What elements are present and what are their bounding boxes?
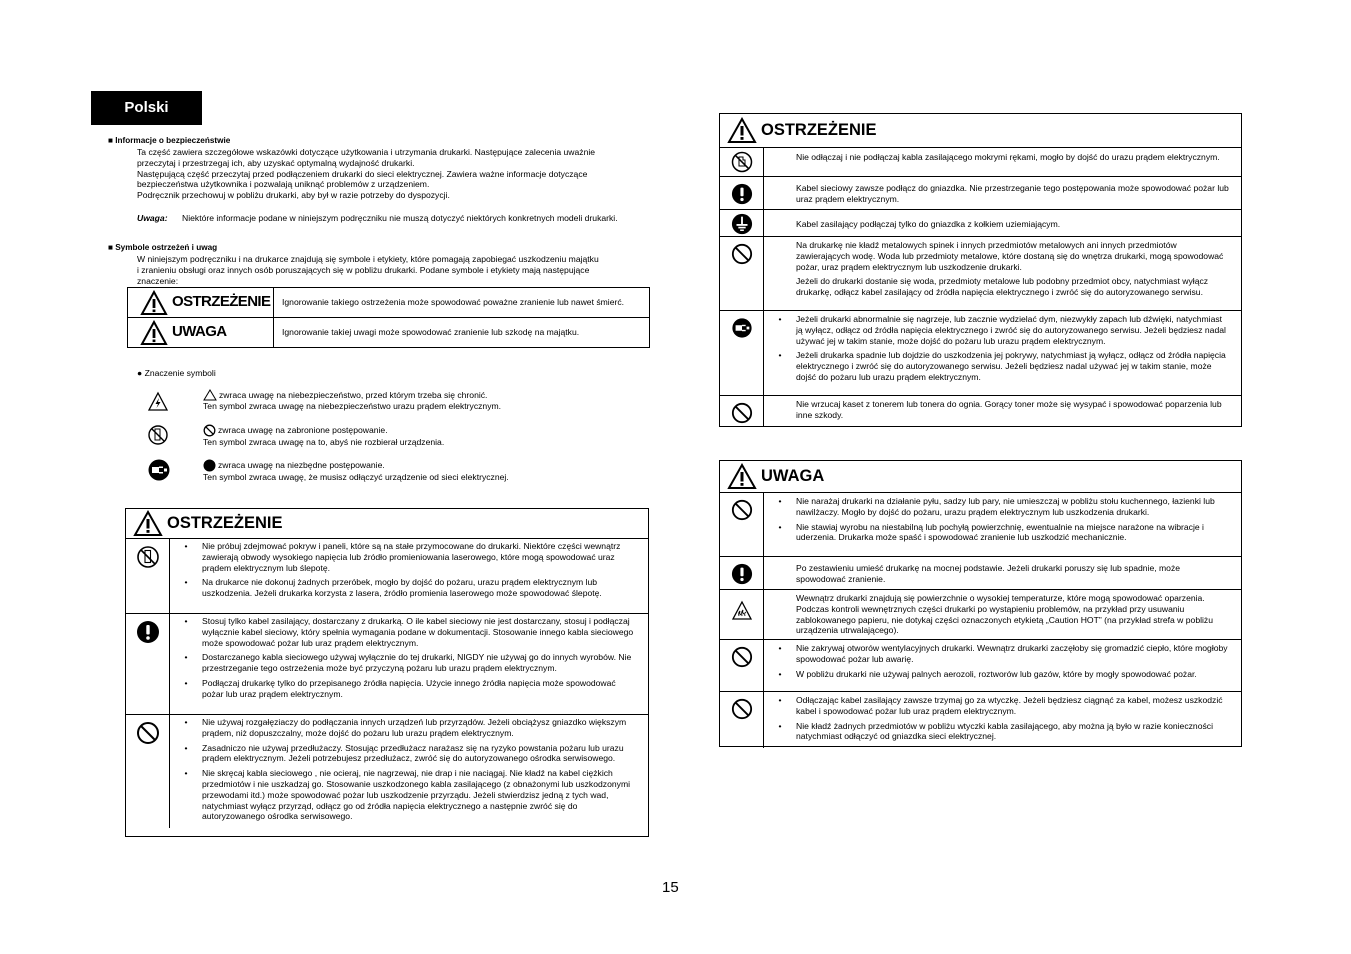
no-disassembly-icon [136, 545, 160, 569]
list-item: • Nie skręcaj kabla sieciowego , nie ocieraj, nie nagrzewaj, nie drap i nie naciągaj. Nie kładź na kabel ciężkich przedmiotów i nie uszkadzaj go. Stosowanie uszkodzonego kabla zasilającego (z obnażonymi lub uszkodzonymi przewodami itd.) może spowodować pożar lub uszkodzenie przyrządu. Jeżeli stwierdzisz jedną z tych wad, natychmiast wyłącz przyrząd, odłącz go od źródła napięcia elektrycznego a następnie zwróć się do autoryzowanego ośrodka serwisowego. [184, 768, 631, 822]
signal-warning-desc: Ignorowanie takiego ostrzeżenia może spowodować poważne zranienie lub nawet śmierć. [274, 288, 650, 318]
warning-row [720, 311, 1241, 396]
list-item: • Jeżeli drukarka spadnie lub dojdzie do uszkodzenia jej pokrywy, natychmiast ją wyłącz, odłącz od źródła napięcia elektrycznego i zwróć się do autoryzowanego serwisu. Jeżeli będziesz nadal używać jej w takim stanie, może dojść do pożaru lub urazu prądem elektrycznym. [778, 350, 1226, 382]
hot-surface-icon [731, 600, 753, 622]
note-label: Uwaga: [137, 213, 168, 223]
warning-row [720, 148, 1241, 177]
list-item: Kabel zasilający podłączaj tylko do gniazdka z kołkiem uziemiającym. [796, 219, 1061, 229]
list-item: Kabel sieciowy zawsze podłącz do gniazdka. Nie przestrzeganie tego postępowania może spowodować pożar lub uraz prądem elektrycznym. [796, 183, 1229, 204]
list-item: • Nie zakrywaj otworów wentylacyjnych drukarki. Wewnątrz drukarki zaczęłoby się gromadzić ciepło, które mogłoby spowodować pożar lub awarię. [778, 643, 1228, 664]
caution-row [720, 590, 1241, 640]
list-item: Na drukarkę nie kładź metalowych spinek i innych przedmiotów metalowych ani innych przedmiotów zawierających wodę. Woda lub przedmioty metalowe, które dostaną się do wnętrza drukarki, mogą spowodować pożar, uraz prądem elektrycznym lub uszkodzenie drukarki. [796, 240, 1224, 272]
signal-caution-cell: UWAGA [128, 318, 274, 348]
warning-row [126, 715, 648, 828]
list-item: • Podłączaj drukarkę tylko do przepisanego źródła napięcia. Użycie innego źródła napięcia może spowodować pożar lub uraz prądem elektrycznym. [184, 677, 616, 699]
language-tab: Polski [91, 91, 202, 125]
prohibited-icon [731, 646, 753, 668]
list-item: • Nie stawiaj wyrobu na niestabilną lub pochyłą powierzchnię, ewentualnie na miejsce narażone na wibracje i uderzenia. Drukarka może spaść i spowodować zranienie lub uszkodzić mechanicznie. [778, 521, 1204, 543]
list-item: • Na drukarce nie dokonuj żadnych przeróbek, mogło by dojść do pożaru, urazu prądem elektrycznym lub uszkodzenia. Jeżeli drukarka korzysta z lasera, źródło promienia laserowego może spowodować ślepotę. [184, 577, 602, 599]
unplug-icon [147, 458, 171, 482]
list-item: • Nie próbuj zdejmować pokryw i paneli, które są na stałe przymocowane do drukarki. Niektóre części wewnątrz zawierają obwody wysokiego napięcia lub źródło promieniowania laserowego, które mogą spowodować uraz prądem elektrycznym lub ślepotę. [184, 541, 621, 573]
warning-triangle-icon [133, 510, 163, 537]
mandatory-icon [731, 563, 753, 585]
warning-box-header: OSTRZEŻENIE [720, 114, 1241, 148]
warning-row [126, 614, 648, 715]
signal-caution-desc: Ignorowanie takiej uwagi może spowodować zranienie lub szkodę na majątku. [274, 318, 650, 348]
list-item: • Nie używaj rozgałęziaczy do podłączania innych urządzeń lub przyrządów. Jeżeli obciążysz gniazdko większym prądem, niż dopuszczalny, może dojść do pożaru lub urazu prądem elektrycznym. [184, 717, 627, 738]
triangle-small-icon [203, 389, 217, 401]
list-item: Nie odłączaj i nie podłączaj kabla zasilającego mokrymi rękami, mogło by dojść do urazu prądem elektrycznym. [796, 152, 1220, 162]
warning-row [126, 539, 648, 614]
symbol-meaning-1: zwraca uwagę na niebezpieczeństwo, przed którym trzeba się chronić. Ten symbol zwraca uwagę na niebezpieczeństwo urazu prądem elektrycznym. [203, 389, 502, 411]
list-item: • Odłączając kabel zasilający zawsze trzymaj go za wtyczkę. Jeżeli będziesz ciągnąć za kabel, możesz uszkodzić kabel i spowodować pożar lub uraz prądem elektrycznym. [778, 695, 1223, 716]
list-item: • Nie kładź żadnych przedmiotów w pobliżu wtyczki kabla zasilającego, aby można ją było w razie konieczności natychmiast odłączyć od gniazdka sieci elektrycznej. [778, 720, 1213, 742]
list-item: Nie wrzucaj kaset z tonerem lub tonera do ognia. Gorący toner może się wysypać i spowodować poparzenia lub inne szkody. [796, 399, 1222, 420]
prohibited-icon [136, 721, 160, 745]
caution-triangle-icon [140, 320, 168, 346]
caution-row [720, 692, 1241, 748]
no-disassembly-icon [147, 424, 169, 446]
list-item: Po zestawieniu umieść drukarkę na mocnej podstawie. Jeżeli drukarki poruszy się lub spadnie, może spowodować zranienie. [796, 563, 1181, 584]
list-item: • Jeżeli drukarki abnormalnie się nagrzeje, lub zacznie wydzielać dym, niezwykły zapach lub dźwięki, natychmiast ją wyłącz, odłącz od źródła napięcia elektrycznego i zwróć się do autoryzowanego serwisu. Jeżeli będziesz nadal używać jej w takim stanie, może dojść do pożaru lub urazu prądem elektrycznym. [778, 314, 1226, 346]
safety-info-heading: ■ Informacje o bezpieczeństwie [108, 136, 231, 145]
signal-warning-cell: OSTRZEŻENIE [128, 288, 274, 318]
list-item: • Nie narażaj drukarki na działanie pyłu, sadzy lub pary, nie umieszczaj w pobliżu stołu kuchennego, łazienki lub nawilżaczy. Mogło by dojść do pożaru, urazu prądem elektrycznym lub uszkodzenia drukarki. [778, 496, 1215, 517]
signal-word-table [127, 287, 650, 348]
note-text: Niektóre informacje podane w niniejszym podręczniku nie muszą dotyczyć niektórych konkretnych modeli drukarki. [182, 213, 618, 223]
prohibited-icon [731, 698, 753, 720]
unplug-icon [731, 317, 753, 339]
symbol-meaning-heading: ● Znaczenie symboli [137, 368, 216, 378]
caution-box-header: UWAGA [720, 461, 1241, 493]
warning-row [720, 210, 1241, 237]
prohibited-icon [731, 243, 753, 265]
list-item: • Stosuj tylko kabel zasilający, dostarczany z drukarką. O ile kabel sieciowy nie jest dostarczany, stosuj i podłączaj wyłącznie kabel sieciowy, który spełnia wymagania podane w dokumentacji. Stosowanie innego kabla sieciowego może spowodować pożar lub uraz prądem elektrycznym. [184, 616, 634, 648]
warning-box-right [719, 113, 1242, 427]
list-item: • Dostarczanego kabla sieciowego używaj wyłącznie do tej drukarki, NIGDY nie używaj go do innych wyrobów. Nie przestrzeganie tego ostrzeżenia może być przyczyną pożaru lub urazu prądem elektrycznym. [184, 652, 632, 674]
warning-triangle-icon [727, 117, 757, 144]
caution-box-right [719, 460, 1242, 747]
mandatory-icon [136, 620, 160, 644]
warning-box-header: OSTRZEŻENIE [126, 509, 648, 539]
list-item: Wewnątrz drukarki znajdują się powierzchnie o wysokiej temperaturze, które mogą spowodować oparzenia. Podczas kontroli wewnętrznych części drukarki po wystąpieniu problemów, na przykład przy usuwaniu zablokowanego papieru, nie dotykaj części oznaczonych etykietą „Caution HOT” (na przykład strefa w pobliżu urządzenia utrwalającego). [796, 593, 1214, 636]
symbol-meaning-2: zwraca uwagę na zabronione postępowanie. Ten symbol zwraca uwagę na to, abyś nie rozbierał urządzenia. [203, 425, 445, 447]
caution-triangle-icon [727, 463, 757, 490]
mandatory-icon [731, 183, 753, 205]
safety-note [137, 213, 677, 224]
symbol-meaning-3: zwraca uwagę na niezbędne postępowanie. Ten symbol zwraca uwagę, że musisz odłączyć urządzenie od sieci elektrycznej. [203, 460, 509, 482]
prohibited-small-icon [203, 424, 216, 437]
page-number: 15 [662, 879, 679, 896]
caution-row [720, 640, 1241, 692]
warning-row [720, 177, 1241, 210]
warning-row [720, 396, 1241, 427]
symbols-intro: W niniejszym podręczniku i na drukarce znajdują się symbole i etykiety, które pomagają zapobiegać uszkodzeniu majątku i zranieniu obsługi oraz innych osób poruszających się w pobliżu drukarki. Podane symbole i etykiety mają następujące znaczenie: [137, 254, 599, 286]
electric-shock-icon [147, 391, 169, 413]
ground-icon [731, 213, 753, 235]
no-wet-hands-icon [731, 151, 753, 173]
warning-triangle-icon [140, 290, 168, 316]
caution-row [720, 493, 1241, 557]
list-item: • W pobliżu drukarki nie używaj palnych aerozoli, roztworów lub gazów, które by mogły spowodować pożar. [778, 668, 1197, 679]
warning-box-left [125, 508, 649, 837]
prohibited-icon [731, 402, 753, 424]
warning-row [720, 237, 1241, 311]
list-item: Jeżeli do drukarki dostanie się woda, przedmioty metalowe lub podobny przedmiot obcy, natychmiast wyłącz drukarkę, odłącz kabel zasilający od źródła napięcia elektrycznego i zwróć się do autoryzowanego serwisu. [796, 276, 1209, 298]
symbols-heading: ■ Symbole ostrzeżeń i uwag [108, 243, 218, 252]
prohibited-icon [731, 499, 753, 521]
safety-info-text: Ta część zawiera szczegółowe wskazówki dotyczące użytkowania i utrzymania drukarki. Następujące zalecenia uważnie przeczytaj i przestrzegaj ich, aby uzyskać optymalną wydajność drukarki. Następującą część przeczytaj przed podłączeniem drukarki do sieci elektrycznej. Zawiera ważne informacje dotyczące bezpieczeństwa użytkownika i pozwalają uniknąć problemów z urządzeniem. Podręcznik przechowuj w pobliżu drukarki, aby był w razie potrzeby do dyspozycji. [137, 147, 596, 201]
caution-row [720, 557, 1241, 590]
list-item: • Zasadniczo nie używaj przedłużaczy. Stosując przedłużacz narażasz się na ryzyko powstania pożaru lub urazu prądem elektrycznym. Jeżeli potrzebujesz przedłużacz, zwróć się do autoryzowanego ośrodka serwisowego. [184, 742, 624, 764]
mandatory-small-icon [203, 459, 216, 472]
